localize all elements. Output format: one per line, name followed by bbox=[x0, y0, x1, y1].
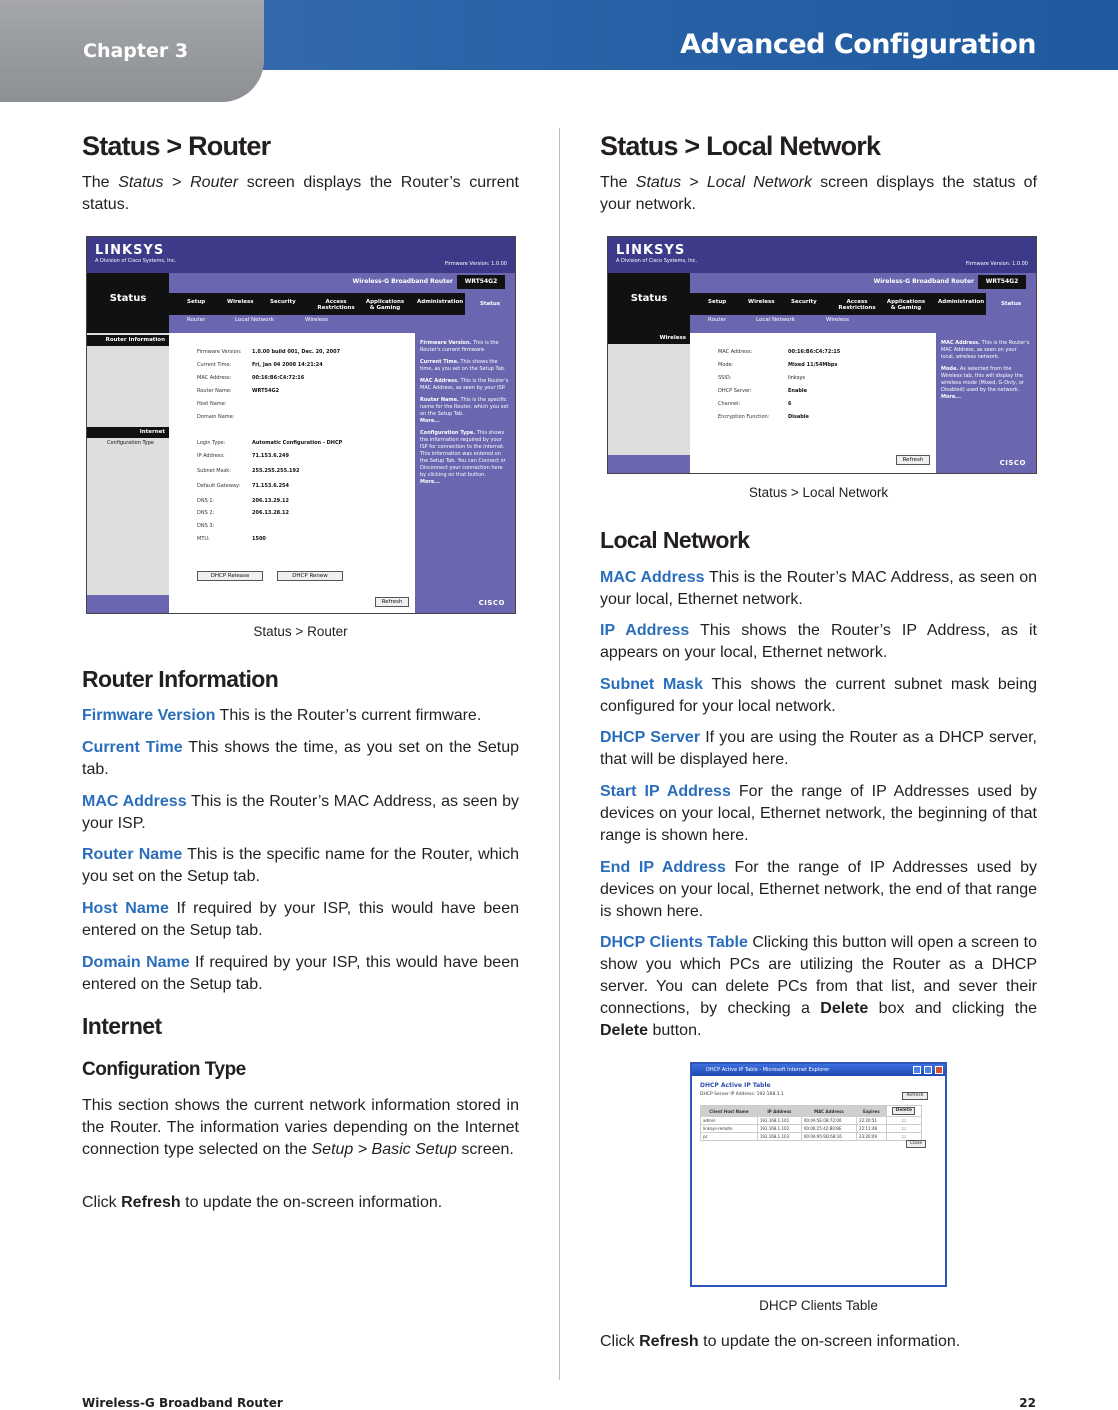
cisco-logo: CISCO bbox=[999, 459, 1026, 467]
field-label: Subnet Mask: bbox=[197, 468, 231, 474]
def-firmware-version: Firmware Version This is the Router’s current firmware. bbox=[82, 707, 482, 724]
field-value: 00:16:B6:C4:72:16 bbox=[252, 375, 305, 381]
heading-status-router: Status > Router bbox=[82, 131, 271, 161]
table-cell: admin bbox=[701, 1117, 758, 1125]
table-cell: linksys-remote bbox=[701, 1125, 758, 1133]
table-cell: pc bbox=[701, 1133, 758, 1141]
window-delete-button[interactable]: Delete bbox=[892, 1107, 915, 1115]
help-item: Configuration Type. This shows the information required by your ISP for connection to the Internet. This information was entered on the Setup Tab. You can Connect or Disconnect your connection here by clicking on that button. bbox=[420, 430, 506, 478]
window-heading: DHCP Active IP Table bbox=[700, 1082, 771, 1089]
tab-access-restrictions[interactable]: Access Restrictions bbox=[838, 299, 876, 311]
dhcp-renew-button[interactable]: DHCP Renew bbox=[277, 571, 343, 581]
product-name: Wireless-G Broadband Router bbox=[873, 278, 974, 285]
close-icon[interactable] bbox=[935, 1066, 943, 1074]
tab-wireless[interactable]: Wireless bbox=[227, 299, 254, 305]
refresh-button[interactable]: Refresh bbox=[896, 455, 930, 465]
field-label: Mode: bbox=[718, 362, 734, 368]
refresh-button[interactable]: Refresh bbox=[375, 597, 409, 607]
tab-applications-gaming[interactable]: Applications & Gaming bbox=[886, 299, 926, 311]
table-row bbox=[701, 1125, 922, 1133]
help-item: Router Name. This is the specific name for the Router, which you set on the Setup Tab. bbox=[420, 397, 509, 417]
minimize-icon[interactable] bbox=[913, 1066, 921, 1074]
footer-page-number: 22 bbox=[1019, 1396, 1036, 1410]
intro-status-local-network: The Status > Local Network screen displays the status of your network. bbox=[600, 174, 1038, 213]
subtab-local-network[interactable]: Local Network bbox=[756, 317, 795, 323]
logo-subtitle: A Division of Cisco Systems, Inc. bbox=[95, 258, 177, 264]
heading-router-information: Router Information bbox=[82, 666, 279, 692]
field-label: DNS 1: bbox=[197, 498, 215, 504]
column-header: Expires bbox=[857, 1106, 887, 1117]
help-more-link[interactable]: More... bbox=[941, 394, 961, 400]
linksys-logo: LINKSYS bbox=[616, 243, 686, 258]
field-label: Current Time: bbox=[197, 362, 232, 368]
help-item: MAC Address. This is the Router's MAC Address, as seen by your ISP. bbox=[420, 378, 509, 391]
configuration-type-text: This section shows the current network information stored in the Router. The information varies depending on the Internet connection type selected on the Setup > Basic Setup screen. bbox=[82, 1097, 519, 1158]
logo-subtitle: A Division of Cisco Systems, Inc. bbox=[616, 258, 698, 264]
tab-status[interactable]: Status bbox=[986, 293, 1036, 315]
section-wireless: Wireless bbox=[608, 333, 690, 344]
shot-left-column bbox=[608, 333, 690, 455]
tab-administration[interactable]: Administration bbox=[417, 299, 464, 305]
linksys-logo: LINKSYS bbox=[95, 243, 165, 258]
column-header: MAC Address bbox=[801, 1106, 856, 1117]
heading-configuration-type: Configuration Type bbox=[82, 1059, 246, 1080]
column-divider bbox=[559, 128, 560, 1380]
def-ip-address: IP Address This shows the Router’s IP Address, as it appears on your local, Ethernet network. bbox=[600, 622, 1037, 661]
chapter-label: Chapter 3 bbox=[83, 40, 189, 62]
product-name: Wireless-G Broadband Router bbox=[352, 278, 453, 285]
field-label: DNS 2: bbox=[197, 510, 215, 516]
subtab-wireless[interactable]: Wireless bbox=[305, 317, 329, 323]
table-row bbox=[701, 1117, 922, 1125]
field-value: 255.255.255.192 bbox=[252, 468, 300, 474]
tab-access-restrictions[interactable]: Access Restrictions bbox=[317, 299, 355, 311]
table-cell: 22:20:51 bbox=[857, 1117, 887, 1125]
caption-status-router: Status > Router bbox=[253, 624, 348, 639]
field-value: Disable bbox=[788, 414, 809, 420]
subtab-router[interactable]: Router bbox=[708, 317, 727, 323]
table-cell: 22:11:48 bbox=[857, 1125, 887, 1133]
field-label: SSID: bbox=[718, 375, 732, 381]
field-label: Firmware Version: bbox=[197, 349, 242, 355]
field-value: WRT54G2 bbox=[252, 388, 280, 394]
field-value: 206.13.28.12 bbox=[252, 510, 290, 516]
tab-setup[interactable]: Setup bbox=[708, 299, 727, 305]
dhcp-clients-table bbox=[700, 1105, 922, 1141]
def-domain-name: Domain Name If required by your ISP, this would have been entered on the Setup tab. bbox=[82, 954, 519, 993]
dhcp-clients-window bbox=[690, 1062, 947, 1287]
click-refresh-left: Click Refresh to update the on-screen information. bbox=[82, 1194, 443, 1211]
tab-security[interactable]: Security bbox=[270, 299, 296, 305]
help-item: Mode. As selected from the Wireless tab, this will display the wireless mode (Mixed, G-Only, or Disabled) used by the network. bbox=[941, 366, 1024, 393]
def-router-name: Router Name This is the specific name for the Router, which you set on the Setup tab. bbox=[82, 846, 520, 885]
section-internet: Internet bbox=[87, 427, 169, 438]
firmware-version-label: Firmware Version: 1.0.00 bbox=[965, 261, 1028, 267]
field-label: Login Type: bbox=[197, 440, 226, 446]
def-mac-address: MAC Address This is the Router’s MAC Address, as seen by your ISP. bbox=[82, 793, 519, 832]
local-network-screenshot bbox=[607, 236, 1037, 474]
field-label: IP Address: bbox=[197, 453, 225, 459]
dhcp-server-ip: DHCP Server IP Address: 192.168.1.1 bbox=[700, 1092, 784, 1097]
section-router-information: Router Information bbox=[87, 335, 169, 346]
delete-checkbox[interactable]: ☐ bbox=[886, 1117, 921, 1125]
def-dhcp-clients-table: DHCP Clients Table Clicking this button will open a screen to show you which PCs are utilizing the Router as a DHCP server. You can delete PCs from that list, and sever their connections, by checking a Delete box and clicking the Delete button. bbox=[600, 934, 1037, 1039]
help-panel bbox=[936, 337, 1036, 447]
field-label: MAC Address: bbox=[197, 375, 232, 381]
table-cell: 23:20:09 bbox=[857, 1133, 887, 1141]
def-end-ip-address: End IP Address For the range of IP Addresses used by devices on your local, Ethernet network, the end of that range is shown here. bbox=[600, 859, 1037, 920]
field-label: Host Name: bbox=[197, 401, 227, 407]
router-status-screenshot bbox=[86, 236, 516, 614]
def-mac-address-local: MAC Address This is the Router’s MAC Address, as seen on your local, Ethernet network. bbox=[600, 569, 1038, 608]
delete-checkbox[interactable]: ☐ bbox=[886, 1125, 921, 1133]
delete-button-cell bbox=[886, 1106, 921, 1117]
column-header: Client Host Name bbox=[701, 1106, 758, 1117]
help-item: MAC Address. This is the Router's MAC Address, as seen on your local, wireless network. bbox=[941, 340, 1030, 360]
field-label: Channel: bbox=[718, 401, 741, 407]
table-cell: 192.168.1.102 bbox=[757, 1125, 801, 1133]
firmware-version-label: Firmware Version: 1.0.00 bbox=[444, 261, 507, 267]
intro-status-router: The Status > Router screen displays the Router’s current status. bbox=[82, 174, 519, 213]
field-value: Enable bbox=[788, 388, 808, 394]
caption-dhcp-clients-table: DHCP Clients Table bbox=[759, 1298, 878, 1313]
heading-local-network: Local Network bbox=[600, 527, 750, 553]
field-value: 71.153.6.254 bbox=[252, 483, 290, 489]
help-more-link[interactable]: More... bbox=[420, 479, 440, 485]
field-label: Router Name: bbox=[197, 388, 232, 394]
heading-status-local-network: Status > Local Network bbox=[600, 131, 881, 161]
table-cell: 00:0A:5E:0B:72:00 bbox=[801, 1117, 856, 1125]
field-value: 1500 bbox=[252, 536, 266, 542]
subtab-router[interactable]: Router bbox=[187, 317, 206, 323]
table-cell: 192.168.1.101 bbox=[757, 1117, 801, 1125]
table-cell: 192.168.1.103 bbox=[757, 1133, 801, 1141]
shot-section-title: Status bbox=[630, 293, 668, 304]
help-item: Current Time. This shows the time, as you set on the Setup Tab. bbox=[420, 359, 506, 372]
def-subnet-mask: Subnet Mask This shows the current subnet mask being configured for your local network. bbox=[600, 676, 1038, 715]
field-value: Fri, Jan 04 2008 14:21:24 bbox=[252, 362, 323, 368]
def-dhcp-server: DHCP Server If you are using the Router as a DHCP server, that will be displayed here. bbox=[600, 729, 1038, 768]
def-current-time: Current Time This shows the time, as you set on the Setup tab. bbox=[82, 739, 520, 778]
delete-checkbox[interactable]: ☐ bbox=[886, 1133, 921, 1141]
field-label: DHCP Server: bbox=[718, 388, 752, 394]
def-start-ip-address: Start IP Address For the range of IP Addresses used by devices on your local, Ethernet network, the beginning of that range is shown here. bbox=[600, 783, 1037, 844]
column-header: IP Address bbox=[757, 1106, 801, 1117]
window-close-button[interactable]: Close bbox=[906, 1140, 926, 1148]
def-host-name: Host Name If required by your ISP, this would have been entered on the Setup tab. bbox=[82, 900, 519, 939]
field-value: 206.13.29.12 bbox=[252, 498, 290, 504]
help-panel bbox=[415, 337, 515, 577]
section-configuration-type: Configuration Type bbox=[107, 440, 154, 446]
field-value: Automatic Configuration - DHCP bbox=[252, 440, 343, 446]
window-title-bar: DHCP Active IP Table - Microsoft Internet Explorer bbox=[692, 1064, 945, 1076]
field-value: Mixed 11/54Mbps bbox=[788, 362, 838, 368]
tab-applications-gaming[interactable]: Applications & Gaming bbox=[365, 299, 405, 311]
chapter-title: Advanced Configuration bbox=[680, 29, 1036, 60]
field-value: 1.0.00 build 001, Dec. 20, 2007 bbox=[252, 349, 341, 355]
maximize-icon[interactable] bbox=[924, 1066, 932, 1074]
subtab-wireless[interactable]: Wireless bbox=[826, 317, 850, 323]
tab-security[interactable]: Security bbox=[791, 299, 817, 305]
field-label: MAC Address: bbox=[718, 349, 753, 355]
table-header-row bbox=[701, 1106, 922, 1117]
model-badge: WRT54G2 bbox=[978, 275, 1026, 289]
heading-internet: Internet bbox=[82, 1013, 162, 1039]
shot-section-title: Status bbox=[109, 293, 147, 304]
help-more-link[interactable]: More... bbox=[420, 418, 440, 424]
shot-left-column bbox=[87, 333, 169, 595]
footer-product: Wireless-G Broadband Router bbox=[82, 1396, 283, 1410]
field-label: MTU: bbox=[197, 536, 210, 542]
field-label: DNS 3: bbox=[197, 523, 215, 529]
tab-administration[interactable]: Administration bbox=[938, 299, 985, 305]
cisco-logo: CISCO bbox=[478, 599, 505, 607]
field-label: Domain Name: bbox=[197, 414, 235, 420]
subtab-local-network[interactable]: Local Network bbox=[235, 317, 274, 323]
table-row bbox=[701, 1133, 922, 1141]
tab-setup[interactable]: Setup bbox=[187, 299, 206, 305]
field-value: 00:16:B6:C4:72:15 bbox=[788, 349, 841, 355]
field-value: 6 bbox=[788, 401, 792, 407]
table-cell: 00:06:25:42:B0:BE bbox=[801, 1125, 856, 1133]
table-cell: 00:0A:95:9D:68:16 bbox=[801, 1133, 856, 1141]
caption-status-local-network: Status > Local Network bbox=[748, 485, 889, 500]
tab-wireless[interactable]: Wireless bbox=[748, 299, 775, 305]
field-value: 71.153.6.249 bbox=[252, 453, 290, 459]
click-refresh-right: Click Refresh to update the on-screen information. bbox=[600, 1333, 961, 1350]
field-label: Default Gateway: bbox=[197, 483, 241, 489]
dhcp-release-button[interactable]: DHCP Release bbox=[197, 571, 263, 581]
field-value: linksys bbox=[788, 375, 806, 381]
help-item: Firmware Version. This is the Router's current firmware. bbox=[420, 340, 499, 353]
window-refresh-button[interactable]: Refresh bbox=[902, 1092, 928, 1100]
model-badge: WRT54G2 bbox=[457, 275, 505, 289]
tab-status[interactable]: Status bbox=[465, 293, 515, 315]
field-label: Encryption Function: bbox=[718, 414, 770, 420]
